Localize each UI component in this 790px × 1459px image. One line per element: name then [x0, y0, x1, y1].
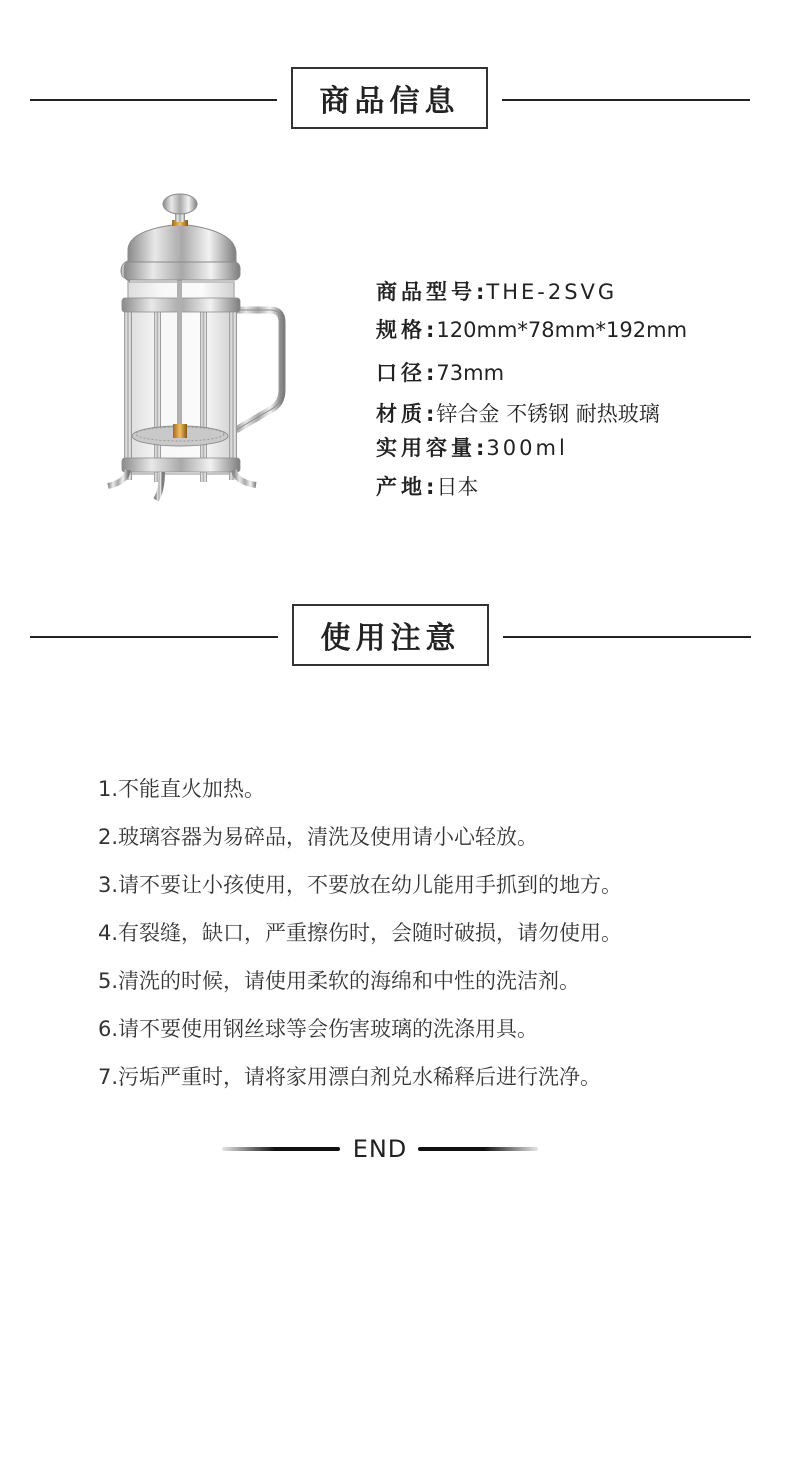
note-item: 2.玻璃容器为易碎品，清洗及使用请小心轻放。 — [98, 825, 539, 849]
note-item: 6.请不要使用钢丝球等会伤害玻璃的洗涤用具。 — [98, 1017, 539, 1041]
end-rule-left — [222, 1147, 340, 1151]
product-info-title: 商品信息 — [291, 67, 488, 129]
spec-row-origin: 产地:日本 — [376, 475, 479, 499]
header-rule-right — [503, 636, 751, 638]
french-press-icon — [100, 190, 295, 510]
spec-row-capacity: 实用容量:300ml — [376, 436, 568, 460]
spec-value: 日本 — [436, 475, 479, 499]
spec-row-size: 规格:120mm*78mm*192mm — [376, 318, 688, 342]
spec-label: 口径 — [376, 361, 426, 385]
usage-notes-header — [0, 604, 790, 670]
spec-label: 规格 — [376, 318, 426, 342]
note-item: 4.有裂缝，缺口，严重擦伤时，会随时破损，请勿使用。 — [98, 921, 623, 945]
note-item: 7.污垢严重时，请将家用漂白剂兑水稀释后进行洗净。 — [98, 1065, 602, 1089]
note-item: 5.清洗的时候，请使用柔软的海绵和中性的洗洁剂。 — [98, 969, 581, 993]
spec-value: 锌合金 不锈钢 耐热玻璃 — [436, 402, 660, 426]
header-rule-left — [30, 636, 278, 638]
end-rule-right — [418, 1147, 538, 1151]
spec-value: 120mm*78mm*192mm — [436, 318, 688, 342]
end-marker — [0, 1133, 790, 1169]
usage-notes-title: 使用注意 — [292, 604, 489, 666]
end-text: END — [352, 1135, 408, 1163]
spec-value: 300ml — [486, 436, 568, 460]
spec-label: 材质 — [376, 402, 426, 426]
spec-value: 73mm — [436, 361, 505, 385]
note-item: 1.不能直火加热。 — [98, 777, 266, 801]
spec-label: 实用容量 — [376, 436, 476, 460]
product-info-header — [0, 67, 790, 133]
spec-row-model: 商品型号:THE-2SVG — [376, 280, 618, 304]
spec-row-material: 材质:锌合金 不锈钢 耐热玻璃 — [376, 402, 660, 426]
header-rule-right — [502, 99, 750, 101]
note-item: 3.请不要让小孩使用，不要放在幼儿能用手抓到的地方。 — [98, 873, 623, 897]
header-rule-left — [30, 99, 277, 101]
spec-value: THE-2SVG — [486, 280, 618, 304]
spec-row-diameter: 口径:73mm — [376, 361, 505, 385]
spec-label: 商品型号 — [376, 280, 476, 304]
spec-label: 产地 — [376, 475, 426, 499]
